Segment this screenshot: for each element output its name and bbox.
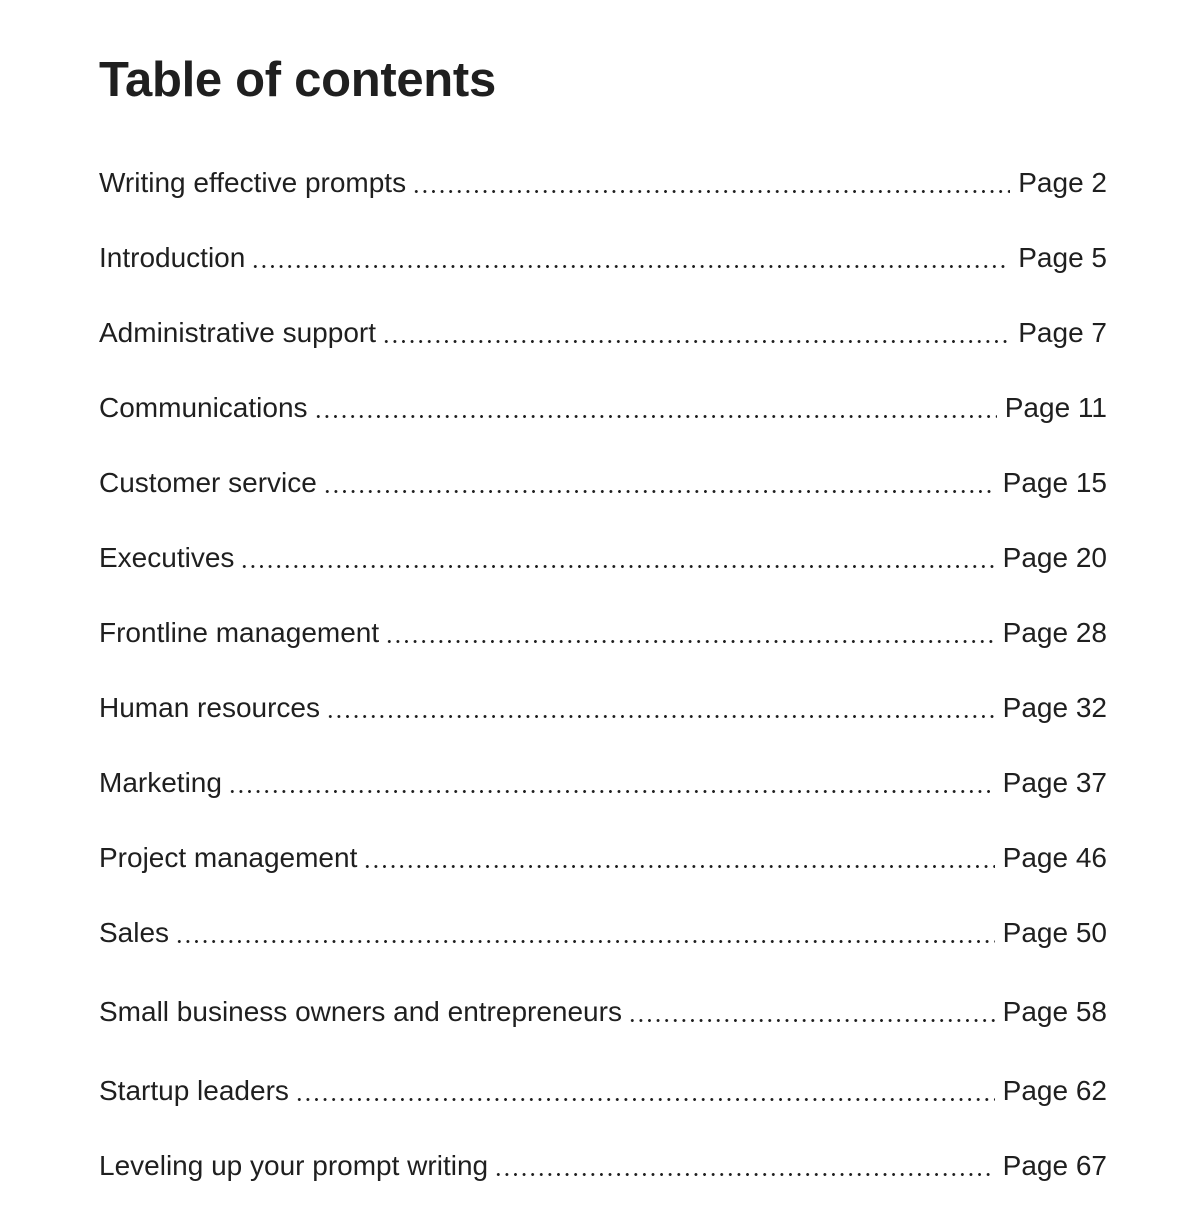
dot-leader: [175, 940, 995, 943]
dot-leader: [323, 490, 995, 493]
dot-leader: [385, 640, 995, 643]
toc-entry-label: Executives: [99, 542, 235, 573]
toc-entry-human-resources[interactable]: [99, 688, 1107, 728]
toc-entry-label: Frontline management: [99, 617, 380, 648]
toc-entry-page: Page 46: [1002, 842, 1107, 873]
toc-entry-page: Page 15: [1002, 467, 1107, 498]
toc-entry-page: Page 7: [1018, 317, 1107, 348]
toc-entry-label: Project management: [99, 842, 358, 873]
toc-entry-page: Page 32: [1002, 692, 1107, 723]
toc-entry-page: Page 28: [1002, 617, 1107, 648]
toc-entry-administrative-support[interactable]: [99, 313, 1107, 353]
toc-entry-label: Administrative support: [99, 317, 377, 348]
toc-entry-label: Human resources: [99, 692, 320, 723]
toc-entry-introduction[interactable]: [99, 238, 1107, 278]
dot-leader: [412, 190, 1010, 193]
dot-leader: [240, 565, 994, 568]
toc-entry-page: Page 58: [1002, 996, 1107, 1027]
toc-entry-startup-leaders[interactable]: [99, 1071, 1107, 1111]
toc-entry-label: Marketing: [99, 767, 222, 798]
dot-leader: [363, 865, 994, 868]
toc-entry-sales[interactable]: [99, 913, 1107, 953]
toc-entry-leveling-up[interactable]: [99, 1146, 1107, 1186]
toc-entry-label: Introduction: [99, 242, 246, 273]
toc-entry-page: Page 11: [1004, 392, 1107, 423]
toc-entry-label: Leveling up your prompt writing: [99, 1150, 489, 1181]
toc-entry-marketing[interactable]: [99, 763, 1107, 803]
toc-entry-executives[interactable]: [99, 538, 1107, 578]
dot-leader: [382, 340, 1010, 343]
toc-entry-page: Page 50: [1002, 917, 1107, 948]
dot-leader: [228, 790, 995, 793]
toc-entry-label: Startup leaders: [99, 1075, 289, 1106]
toc-entry-page: Page 37: [1002, 767, 1107, 798]
toc-entry-page: Page 62: [1002, 1075, 1107, 1106]
toc-entry-label: Writing effective prompts: [99, 167, 407, 198]
dot-leader: [628, 1019, 995, 1022]
toc-entry-label: Communications: [99, 392, 308, 423]
dot-leader: [326, 715, 995, 718]
toc-entry-frontline-management[interactable]: [99, 613, 1107, 653]
toc-entry-label: Customer service: [99, 467, 317, 498]
dot-leader: [314, 415, 997, 418]
toc-entry-small-business-owners[interactable]: [99, 992, 1107, 1032]
toc-entry-customer-service[interactable]: [99, 463, 1107, 503]
dot-leader: [251, 265, 1010, 268]
toc-entry-page: Page 20: [1002, 542, 1107, 573]
toc-entry-project-management[interactable]: [99, 838, 1107, 878]
page-title: Table of contents: [99, 53, 496, 107]
toc-entry-label: Sales: [99, 917, 170, 948]
toc-entry-label: Small business owners and entrepreneurs: [99, 996, 622, 1027]
toc-entry-communications[interactable]: [99, 388, 1107, 428]
toc-entry-page: Page 67: [1002, 1150, 1107, 1181]
dot-leader: [494, 1173, 995, 1176]
toc-entry-page: Page 5: [1018, 242, 1107, 273]
toc-entry-page: Page 2: [1018, 167, 1107, 198]
toc-entry-writing-effective-prompts[interactable]: [99, 163, 1107, 203]
dot-leader: [295, 1098, 995, 1101]
